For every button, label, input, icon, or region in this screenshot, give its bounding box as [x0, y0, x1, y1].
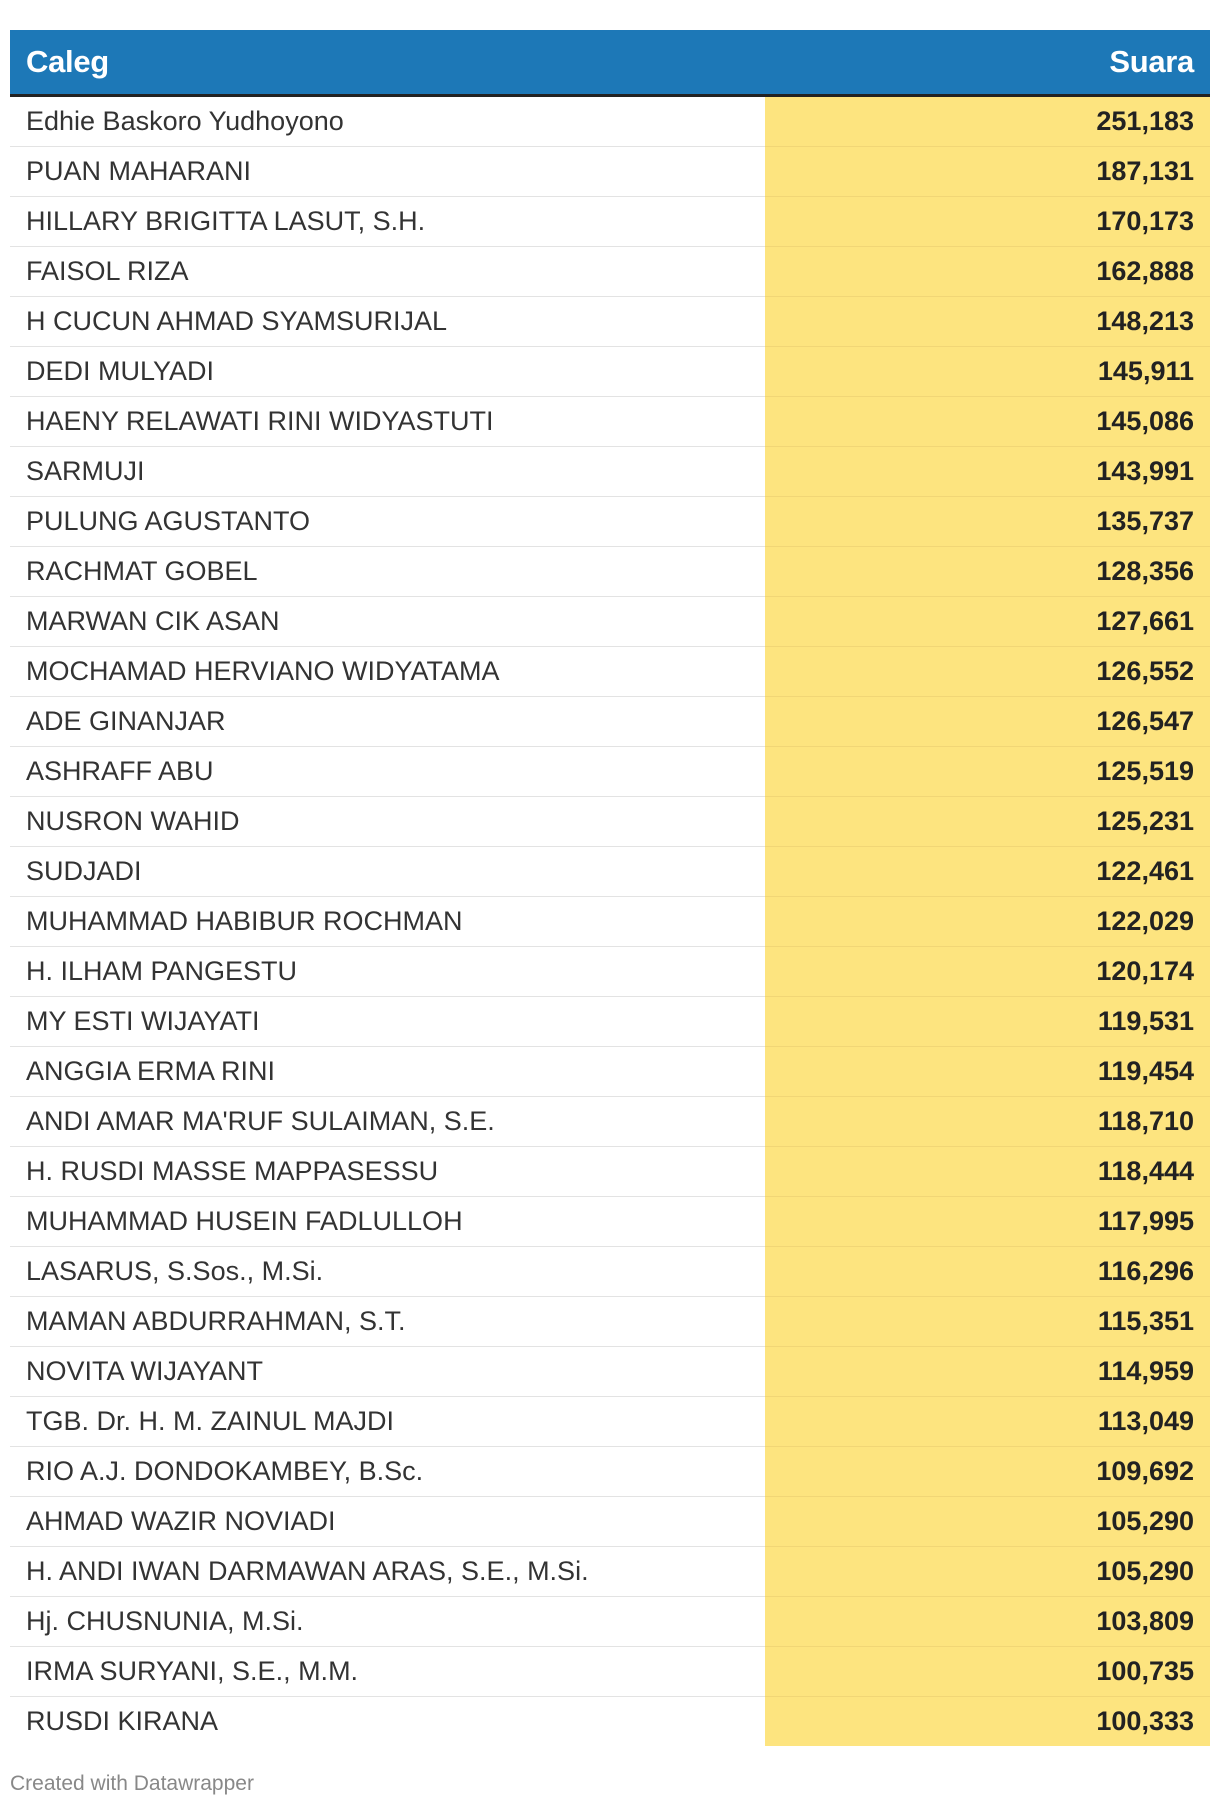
table-row — [10, 1697, 1210, 1747]
vote-count-cell: 118,710 — [765, 1097, 1210, 1147]
vote-count-cell: 187,131 — [765, 147, 1210, 197]
vote-count-cell: 145,911 — [765, 347, 1210, 397]
table-row — [10, 297, 1210, 347]
vote-count-cell: 125,231 — [765, 797, 1210, 847]
table-body — [10, 96, 1210, 1747]
candidate-name-cell: Hj. CHUSNUNIA, M.Si. — [10, 1597, 765, 1647]
vote-count-cell: 120,174 — [765, 947, 1210, 997]
candidate-name-cell: H CUCUN AHMAD SYAMSURIJAL — [10, 297, 765, 347]
vote-count-cell: 126,547 — [765, 697, 1210, 747]
vote-count-cell: 125,519 — [765, 747, 1210, 797]
vote-count-cell: 148,213 — [765, 297, 1210, 347]
vote-count-cell: 122,461 — [765, 847, 1210, 897]
candidate-name-cell: ASHRAFF ABU — [10, 747, 765, 797]
candidate-name-cell: LASARUS, S.Sos., M.Si. — [10, 1247, 765, 1297]
candidate-name-cell: MARWAN CIK ASAN — [10, 597, 765, 647]
table-row — [10, 1197, 1210, 1247]
vote-count-cell: 117,995 — [765, 1197, 1210, 1247]
table-row — [10, 597, 1210, 647]
header-row — [10, 30, 1210, 96]
table-header — [10, 30, 1210, 96]
vote-count-cell: 135,737 — [765, 497, 1210, 547]
table-row — [10, 1047, 1210, 1097]
table-row — [10, 847, 1210, 897]
candidate-name-cell: H. ILHAM PANGESTU — [10, 947, 765, 997]
table-row — [10, 1097, 1210, 1147]
candidate-name-cell: SARMUJI — [10, 447, 765, 497]
candidate-name-cell: ANGGIA ERMA RINI — [10, 1047, 765, 1097]
candidate-name-cell: SUDJADI — [10, 847, 765, 897]
vote-count-cell: 128,356 — [765, 547, 1210, 597]
vote-count-cell: 115,351 — [765, 1297, 1210, 1347]
candidate-name-cell: PUAN MAHARANI — [10, 147, 765, 197]
results-table-container — [10, 30, 1210, 1746]
results-table — [10, 30, 1210, 1746]
candidate-name-cell: ANDI AMAR MA'RUF SULAIMAN, S.E. — [10, 1097, 765, 1147]
candidate-name-cell: DEDI MULYADI — [10, 347, 765, 397]
table-row — [10, 1547, 1210, 1597]
candidate-name-cell: HAENY RELAWATI RINI WIDYASTUTI — [10, 397, 765, 447]
vote-count-cell: 143,991 — [765, 447, 1210, 497]
candidate-name-cell: TGB. Dr. H. M. ZAINUL MAJDI — [10, 1397, 765, 1447]
candidate-name-cell: AHMAD WAZIR NOVIADI — [10, 1497, 765, 1547]
vote-count-cell: 170,173 — [765, 197, 1210, 247]
vote-count-cell: 122,029 — [765, 897, 1210, 947]
candidate-name-cell: MUHAMMAD HUSEIN FADLULLOH — [10, 1197, 765, 1247]
table-row — [10, 447, 1210, 497]
table-row — [10, 1247, 1210, 1297]
candidate-name-cell: NUSRON WAHID — [10, 797, 765, 847]
candidate-name-cell: MUHAMMAD HABIBUR ROCHMAN — [10, 897, 765, 947]
candidate-name-cell: IRMA SURYANI, S.E., M.M. — [10, 1647, 765, 1697]
candidate-name-cell: RUSDI KIRANA — [26, 1706, 219, 1736]
table-row — [10, 797, 1210, 847]
candidate-name-cell: RIO A.J. DONDOKAMBEY, B.Sc. — [10, 1447, 765, 1497]
table-row — [10, 647, 1210, 697]
table-row — [10, 397, 1210, 447]
vote-count-cell: 114,959 — [765, 1347, 1210, 1397]
vote-count-cell: 109,692 — [765, 1447, 1210, 1497]
vote-count-cell: 251,183 — [765, 96, 1210, 147]
vote-count-cell: 116,296 — [765, 1247, 1210, 1297]
column-header-suara[interactable]: Suara — [765, 30, 1210, 96]
table-row — [10, 1397, 1210, 1447]
table-row — [10, 947, 1210, 997]
table-row — [10, 897, 1210, 947]
table-row — [10, 247, 1210, 297]
table-row — [10, 1497, 1210, 1547]
table-row — [10, 547, 1210, 597]
vote-count-cell: 119,454 — [765, 1047, 1210, 1097]
vote-count-cell: 126,552 — [765, 647, 1210, 697]
vote-count-cell: 127,661 — [765, 597, 1210, 647]
table-row — [10, 747, 1210, 797]
table-row — [10, 347, 1210, 397]
candidate-name-cell: RACHMAT GOBEL — [10, 547, 765, 597]
vote-count-cell: 100,333 — [765, 1697, 1210, 1747]
table-row — [10, 96, 1210, 147]
table-row — [10, 1597, 1210, 1647]
candidate-name-cell: NOVITA WIJAYANT — [10, 1347, 765, 1397]
table-row — [10, 197, 1210, 247]
table-row — [10, 1147, 1210, 1197]
vote-count-cell: 119,531 — [765, 997, 1210, 1047]
table-row — [10, 497, 1210, 547]
table-row — [10, 147, 1210, 197]
vote-count-cell: 118,444 — [765, 1147, 1210, 1197]
vote-count-cell: 105,290 — [765, 1547, 1210, 1597]
candidate-name-cell: H. RUSDI MASSE MAPPASESSU — [10, 1147, 765, 1197]
candidate-name-cell: MOCHAMAD HERVIANO WIDYATAMA — [10, 647, 765, 697]
candidate-name-cell: HILLARY BRIGITTA LASUT, S.H. — [10, 197, 765, 247]
table-row — [10, 1447, 1210, 1497]
candidate-name-cell: ADE GINANJAR — [10, 697, 765, 747]
candidate-name-cell: MAMAN ABDURRAHMAN, S.T. — [10, 1297, 765, 1347]
vote-count-cell: 162,888 — [765, 247, 1210, 297]
table-row — [10, 1297, 1210, 1347]
candidate-name-cell: H. ANDI IWAN DARMAWAN ARAS, S.E., M.Si. — [10, 1547, 765, 1597]
candidate-name-cell: FAISOL RIZA — [10, 247, 765, 297]
candidate-name-cell: MY ESTI WIJAYATI — [10, 997, 765, 1047]
vote-count-cell: 145,086 — [765, 397, 1210, 447]
vote-count-cell: 113,049 — [765, 1397, 1210, 1447]
table-row — [10, 997, 1210, 1047]
table-row — [10, 1647, 1210, 1697]
vote-count-cell: 103,809 — [765, 1597, 1210, 1647]
table-row — [10, 1347, 1210, 1397]
datawrapper-credit: Created with Datawrapper — [10, 1772, 254, 1795]
table-row — [10, 697, 1210, 747]
column-header-caleg[interactable]: Caleg — [10, 30, 765, 96]
candidate-name-cell: Edhie Baskoro Yudhoyono — [10, 96, 765, 147]
candidate-name-cell: PULUNG AGUSTANTO — [10, 497, 765, 547]
vote-count-cell: 105,290 — [765, 1497, 1210, 1547]
vote-count-cell: 100,735 — [765, 1647, 1210, 1697]
